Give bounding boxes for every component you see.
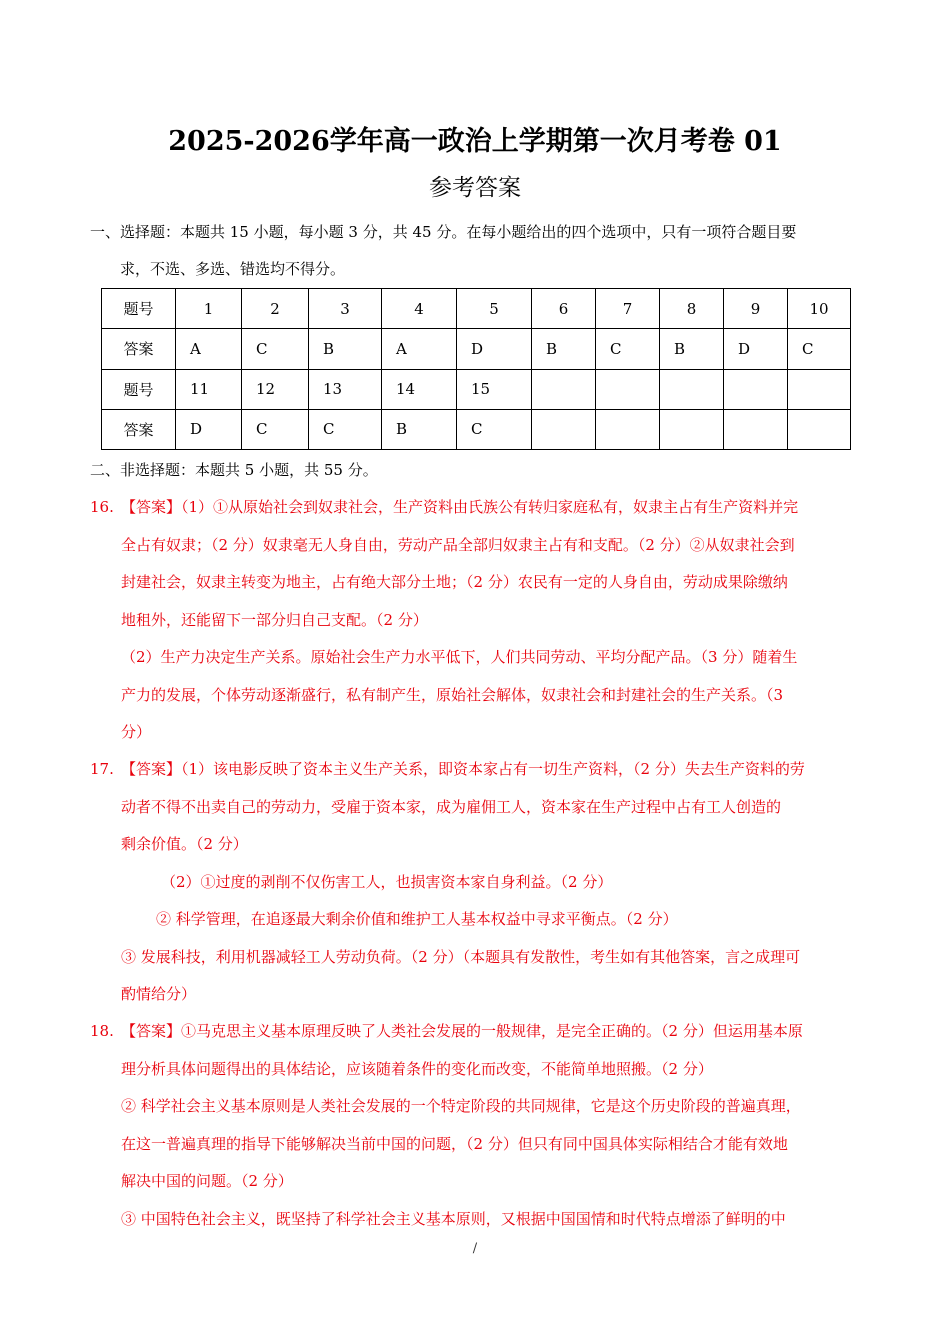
table-cell: 8 (660, 289, 724, 329)
answer-table (101, 288, 851, 450)
table-cell: 15 (457, 369, 532, 409)
question-number: 18. (90, 1022, 114, 1040)
table-cell: 14 (382, 369, 457, 409)
answer-line: ③ 中国特色社会主义，既坚持了科学社会主义基本原则，又根据中国国情和时代特点增添了鲜明的中 (121, 1209, 786, 1228)
answer-tag: 【答案】 (121, 760, 182, 778)
table-cell: 2 (242, 289, 309, 329)
table-cell: 9 (724, 289, 788, 329)
table-cell: 1 (176, 289, 242, 329)
answer-tag: 【答案】 (121, 1022, 182, 1040)
table-cell: B (309, 329, 382, 369)
table-cell (532, 409, 596, 449)
page-subtitle: 参考答案 (429, 175, 521, 201)
answer-line: 地租外，还能留下一部分归自己支配。（2 分） (121, 610, 428, 629)
table-cell (596, 409, 660, 449)
table-cell: C (309, 409, 382, 449)
table-cell: D (457, 329, 532, 369)
answer-line: ①马克思主义基本原理反映了人类社会发展的一般规律，是完全正确的。（2 分）但运用基本原 (181, 1022, 803, 1040)
table-cell: 12 (242, 369, 309, 409)
question-number: 17. (90, 760, 114, 778)
table-cell: 7 (596, 289, 660, 329)
section1-instructions (90, 214, 890, 288)
answer-line: 酌情给分） (121, 985, 197, 1003)
table-cell: 6 (532, 289, 596, 329)
table-cell (660, 369, 724, 409)
answer-line: 在这一普遍真理的指导下能够解决当前中国的问题，（2 分）但只有同中国具体实际相结合才能有效地 (121, 1134, 788, 1153)
table-cell: 答案 (102, 329, 176, 369)
answer-q18 (90, 1013, 875, 1238)
table-row (102, 369, 851, 409)
answer-line: （2）①过度的剥削不仅伤害工人，也损害资本家自身利益。（2 分） (161, 872, 613, 891)
table-cell (596, 369, 660, 409)
table-cell: C (596, 329, 660, 369)
table-cell: 10 (788, 289, 851, 329)
table-cell: 答案 (102, 409, 176, 449)
table-cell (724, 369, 788, 409)
table-cell: C (242, 409, 309, 449)
table-row (102, 289, 851, 329)
table-cell (660, 409, 724, 449)
answer-line: （1）①从原始社会到奴隶社会，生产资料由氏族公有转归家庭私有，奴隶主占有生产资料并完 (181, 498, 799, 516)
answer-line: 全占有奴隶；（2 分）奴隶毫无人身自由，劳动产品全部归奴隶主占有和支配。（2 分）②从奴隶社会到 (121, 535, 795, 554)
section2-instructions (90, 452, 890, 489)
answer-q17 (90, 751, 875, 1014)
answer-line: 产力的发展，个体劳动逐渐盛行，私有制产生，原始社会解体，奴隶社会和封建社会的生产关系。（3 (121, 685, 784, 704)
answer-line: 动者不得不出卖自己的劳动力，受雇于资本家，成为雇佣工人，资本家在生产过程中占有工人创造的 (121, 797, 782, 816)
page-footer: / (472, 1241, 478, 1256)
answer-line: 理分析具体问题得出的具体结论，应该随着条件的变化而改变，不能简单地照搬。（2 分） (121, 1059, 713, 1078)
table-cell: 13 (309, 369, 382, 409)
table-row (102, 409, 851, 449)
table-row (102, 329, 851, 369)
answer-line: 分） (121, 723, 152, 741)
section1-line1: 一、选择题：本题共 15 小题，每小题 3 分，共 45 分。在每小题给出的四个选项中，只有一项符合题目要 (90, 223, 797, 241)
table-cell: C (242, 329, 309, 369)
table-cell: 11 (176, 369, 242, 409)
answer-line: （2）生产力决定生产关系。原始社会生产力水平低下，人们共同劳动、平均分配产品。（3 分）随着生 (121, 648, 798, 666)
table-cell: C (788, 329, 851, 369)
section1-line2: 求，不选、多选、错选均不得分。 (120, 260, 346, 278)
table-cell: B (660, 329, 724, 369)
answer-q16 (90, 489, 875, 752)
table-cell: 4 (382, 289, 457, 329)
table-cell (532, 369, 596, 409)
table-cell: B (532, 329, 596, 369)
table-cell: D (176, 409, 242, 449)
table-cell: 题号 (102, 369, 176, 409)
table-cell: 5 (457, 289, 532, 329)
table-cell (788, 369, 851, 409)
answer-line: 解决中国的问题。（2 分） (121, 1172, 293, 1190)
table-cell (724, 409, 788, 449)
answer-line: ③ 发展科技，利用机器减轻工人劳动负荷。（2 分）（本题具有发散性，考生如有其他答案，言之成理可 (121, 947, 801, 966)
table-cell: A (382, 329, 457, 369)
question-number: 16. (90, 498, 114, 516)
answer-line: 封建社会，奴隶主转变为地主，占有绝大部分土地；（2 分）农民有一定的人身自由，劳动成果除缴纳 (121, 573, 788, 591)
table-cell: A (176, 329, 242, 369)
table-cell (788, 409, 851, 449)
answer-line: 剩余价值。（2 分） (121, 835, 248, 853)
table-cell: C (457, 409, 532, 449)
page-title: 2025-2026学年高一政治上学期第一次月考卷 01 (168, 126, 782, 157)
table-cell: D (724, 329, 788, 369)
answer-line: ② 科学社会主义基本原则是人类社会发展的一个特定阶段的共同规律，它是这个历史阶段的普遍真理， (121, 1097, 801, 1115)
section2-line: 二、非选择题：本题共 5 小题，共 55 分。 (90, 461, 378, 479)
table-cell: 题号 (102, 289, 176, 329)
table-cell: 3 (309, 289, 382, 329)
table-cell: B (382, 409, 457, 449)
answer-tag: 【答案】 (121, 498, 182, 516)
answer-line: （1）该电影反映了资本主义生产关系，即资本家占有一切生产资料，（2 分）失去生产资料的劳 (181, 760, 805, 778)
answer-line: ② 科学管理，在追逐最大剩余价值和维护工人基本权益中寻求平衡点。（2 分） (156, 910, 678, 928)
